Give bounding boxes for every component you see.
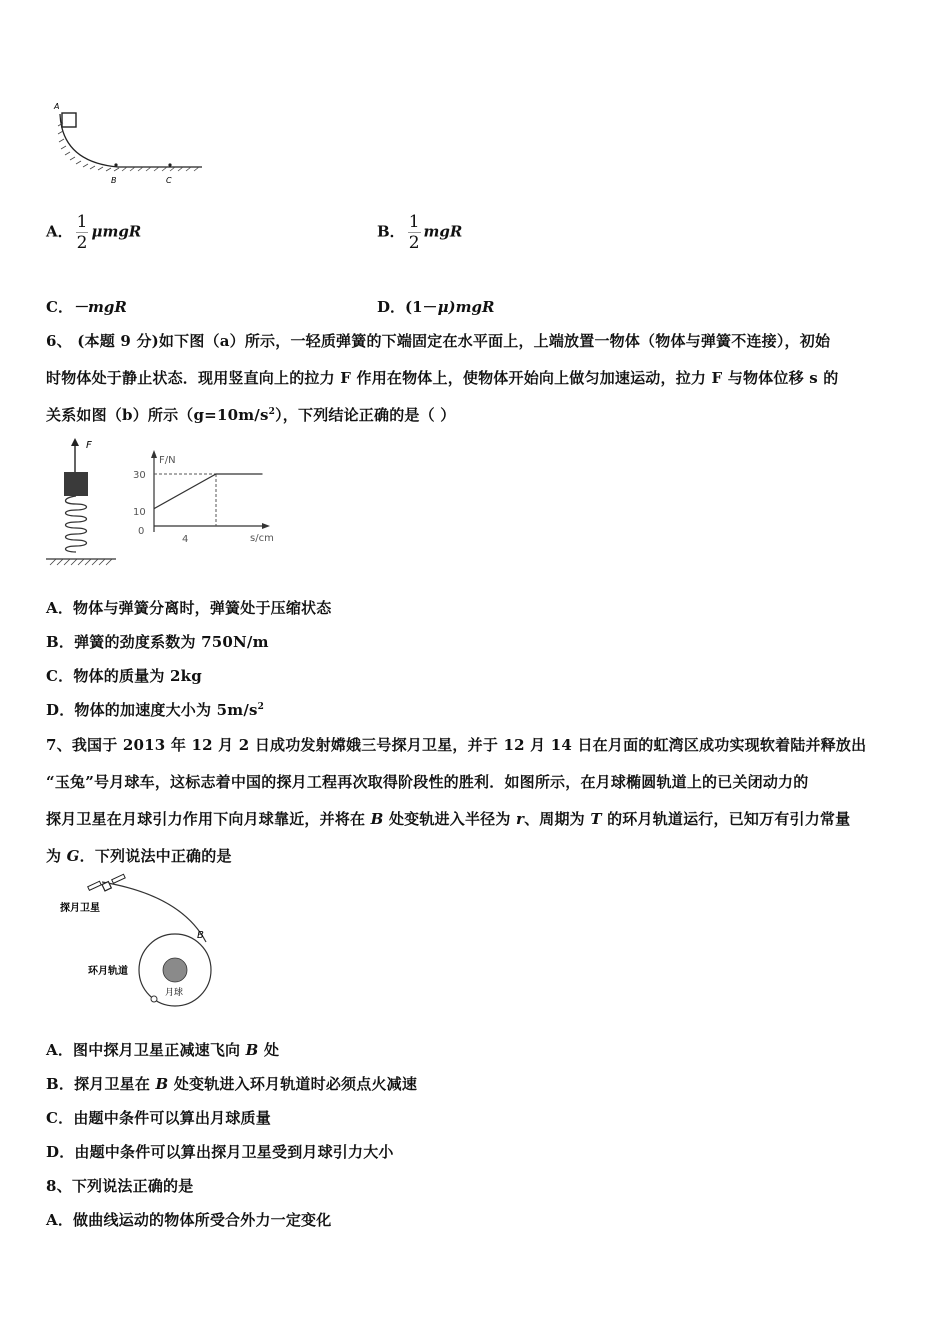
force-series-line [154, 474, 263, 509]
point-c-dot [168, 163, 171, 166]
fraction-half: $\frac{1}{2}$ [408, 212, 420, 253]
tick-label-4: 4 [182, 534, 189, 545]
spring-figure [46, 436, 126, 571]
point-b-label: B [111, 176, 117, 185]
spring-coil [66, 496, 87, 552]
x-axis-label: s/cm [250, 533, 274, 544]
force-displacement-chart [126, 446, 286, 552]
force-label: F [86, 440, 92, 451]
moon [163, 958, 187, 982]
q6-option-b[interactable]: B．弹簧的劲度系数为 750N/m [46, 633, 269, 651]
moon-label: 月球 [165, 988, 184, 998]
q5-option-c[interactable]: C．－mgR [46, 298, 127, 316]
q7-stem-line-2: “玉兔”号月球车，这标志着中国的探月工程再次取得阶段性的胜利．如图所示，在月球椭圆轨道上的已关闭动力的 [46, 773, 809, 791]
track-hatch [58, 123, 199, 171]
point-c-label: C [166, 176, 172, 185]
fraction-half: $\frac{1}{2}$ [76, 212, 88, 253]
q8-option-a[interactable]: A．做曲线运动的物体所受合外力一定变化 [46, 1211, 332, 1229]
elliptical-trajectory [102, 882, 206, 942]
q7-stem-line-1: 7、我国于 2013 年 12 月 2 日成功发射嫦娥三号探月卫星，并于 12 月 14 日在月面的虹湾区成功实现软着陆并释放出 [46, 736, 867, 754]
q6-stem-line-1: 6、 (本题 9 分)如下图（a）所示，一轻质弹簧的下端固定在水平面上，上端放置一物体（物体与弹簧不连接），初始 [46, 332, 831, 350]
lunar-orbit-figure [60, 872, 230, 1012]
y-axis-label: F/N [159, 455, 176, 466]
x-axis-arrow [262, 523, 270, 529]
point-b-dot [114, 163, 117, 166]
q5-option-b[interactable]: B． $\frac{1}{2}$ mgR [377, 212, 463, 253]
point-b-label: B [197, 930, 204, 941]
q7-option-b[interactable]: B．探月卫星在 B 处变轨进入环月轨道时必须点火减速 [46, 1075, 418, 1093]
tick-label-10: 10 [133, 507, 146, 518]
q6-option-d[interactable]: D．物体的加速度大小为 $5m/s^2$ [46, 701, 265, 719]
tick-label-0: 0 [138, 526, 145, 537]
q6-option-c[interactable]: C．物体的质量为 2kg [46, 667, 202, 685]
q8-stem: 8、下列说法正确的是 [46, 1177, 194, 1195]
q6-stem-line-2: 时物体处于静止状态．现用竖直向上的拉力 F 作用在物体上，使物体开始向上做匀加速运动，拉力 F 与物体位移 s 的 [46, 369, 839, 387]
q6-stem-line-3: 关系如图（b）所示$(g=10m/s^2)$，下列结论正确的是（ ） [46, 406, 456, 424]
curved-track [60, 114, 202, 167]
orbiting-satellite-dot [151, 996, 157, 1002]
q5-option-d[interactable]: D．(1－μ)mgR [377, 298, 495, 316]
block-body [64, 472, 88, 496]
q7-stem-line-3: 探月卫星在月球引力作用下向月球靠近，并将在 B 处变轨进入半径为 r、周期为 T 的环月轨道运行，已知万有引力常量 [46, 810, 851, 828]
q6-option-a[interactable]: A．物体与弹簧分离时，弹簧处于压缩状态 [46, 599, 332, 617]
q7-stem-line-4: 为 G．下列说法中正确的是 [46, 847, 232, 865]
tick-label-30: 30 [133, 470, 146, 481]
block [62, 113, 76, 127]
orbit-label: 环月轨道 [88, 966, 128, 977]
q7-option-c[interactable]: C．由题中条件可以算出月球质量 [46, 1109, 271, 1127]
q5-option-a[interactable]: A． $\frac{1}{2}$ μmgR [46, 212, 142, 253]
y-axis-arrow [151, 450, 157, 458]
satellite-icon [88, 874, 125, 891]
ground-hatch [50, 559, 112, 565]
satellite-label: 探月卫星 [60, 903, 100, 914]
q7-option-d[interactable]: D．由题中条件可以算出探月卫星受到月球引力大小 [46, 1143, 394, 1161]
track-figure [50, 100, 210, 190]
point-a-label: A [54, 102, 60, 111]
q7-option-a[interactable]: A．图中探月卫星正减速飞向 B 处 [46, 1041, 280, 1059]
force-arrow-head [71, 438, 79, 446]
